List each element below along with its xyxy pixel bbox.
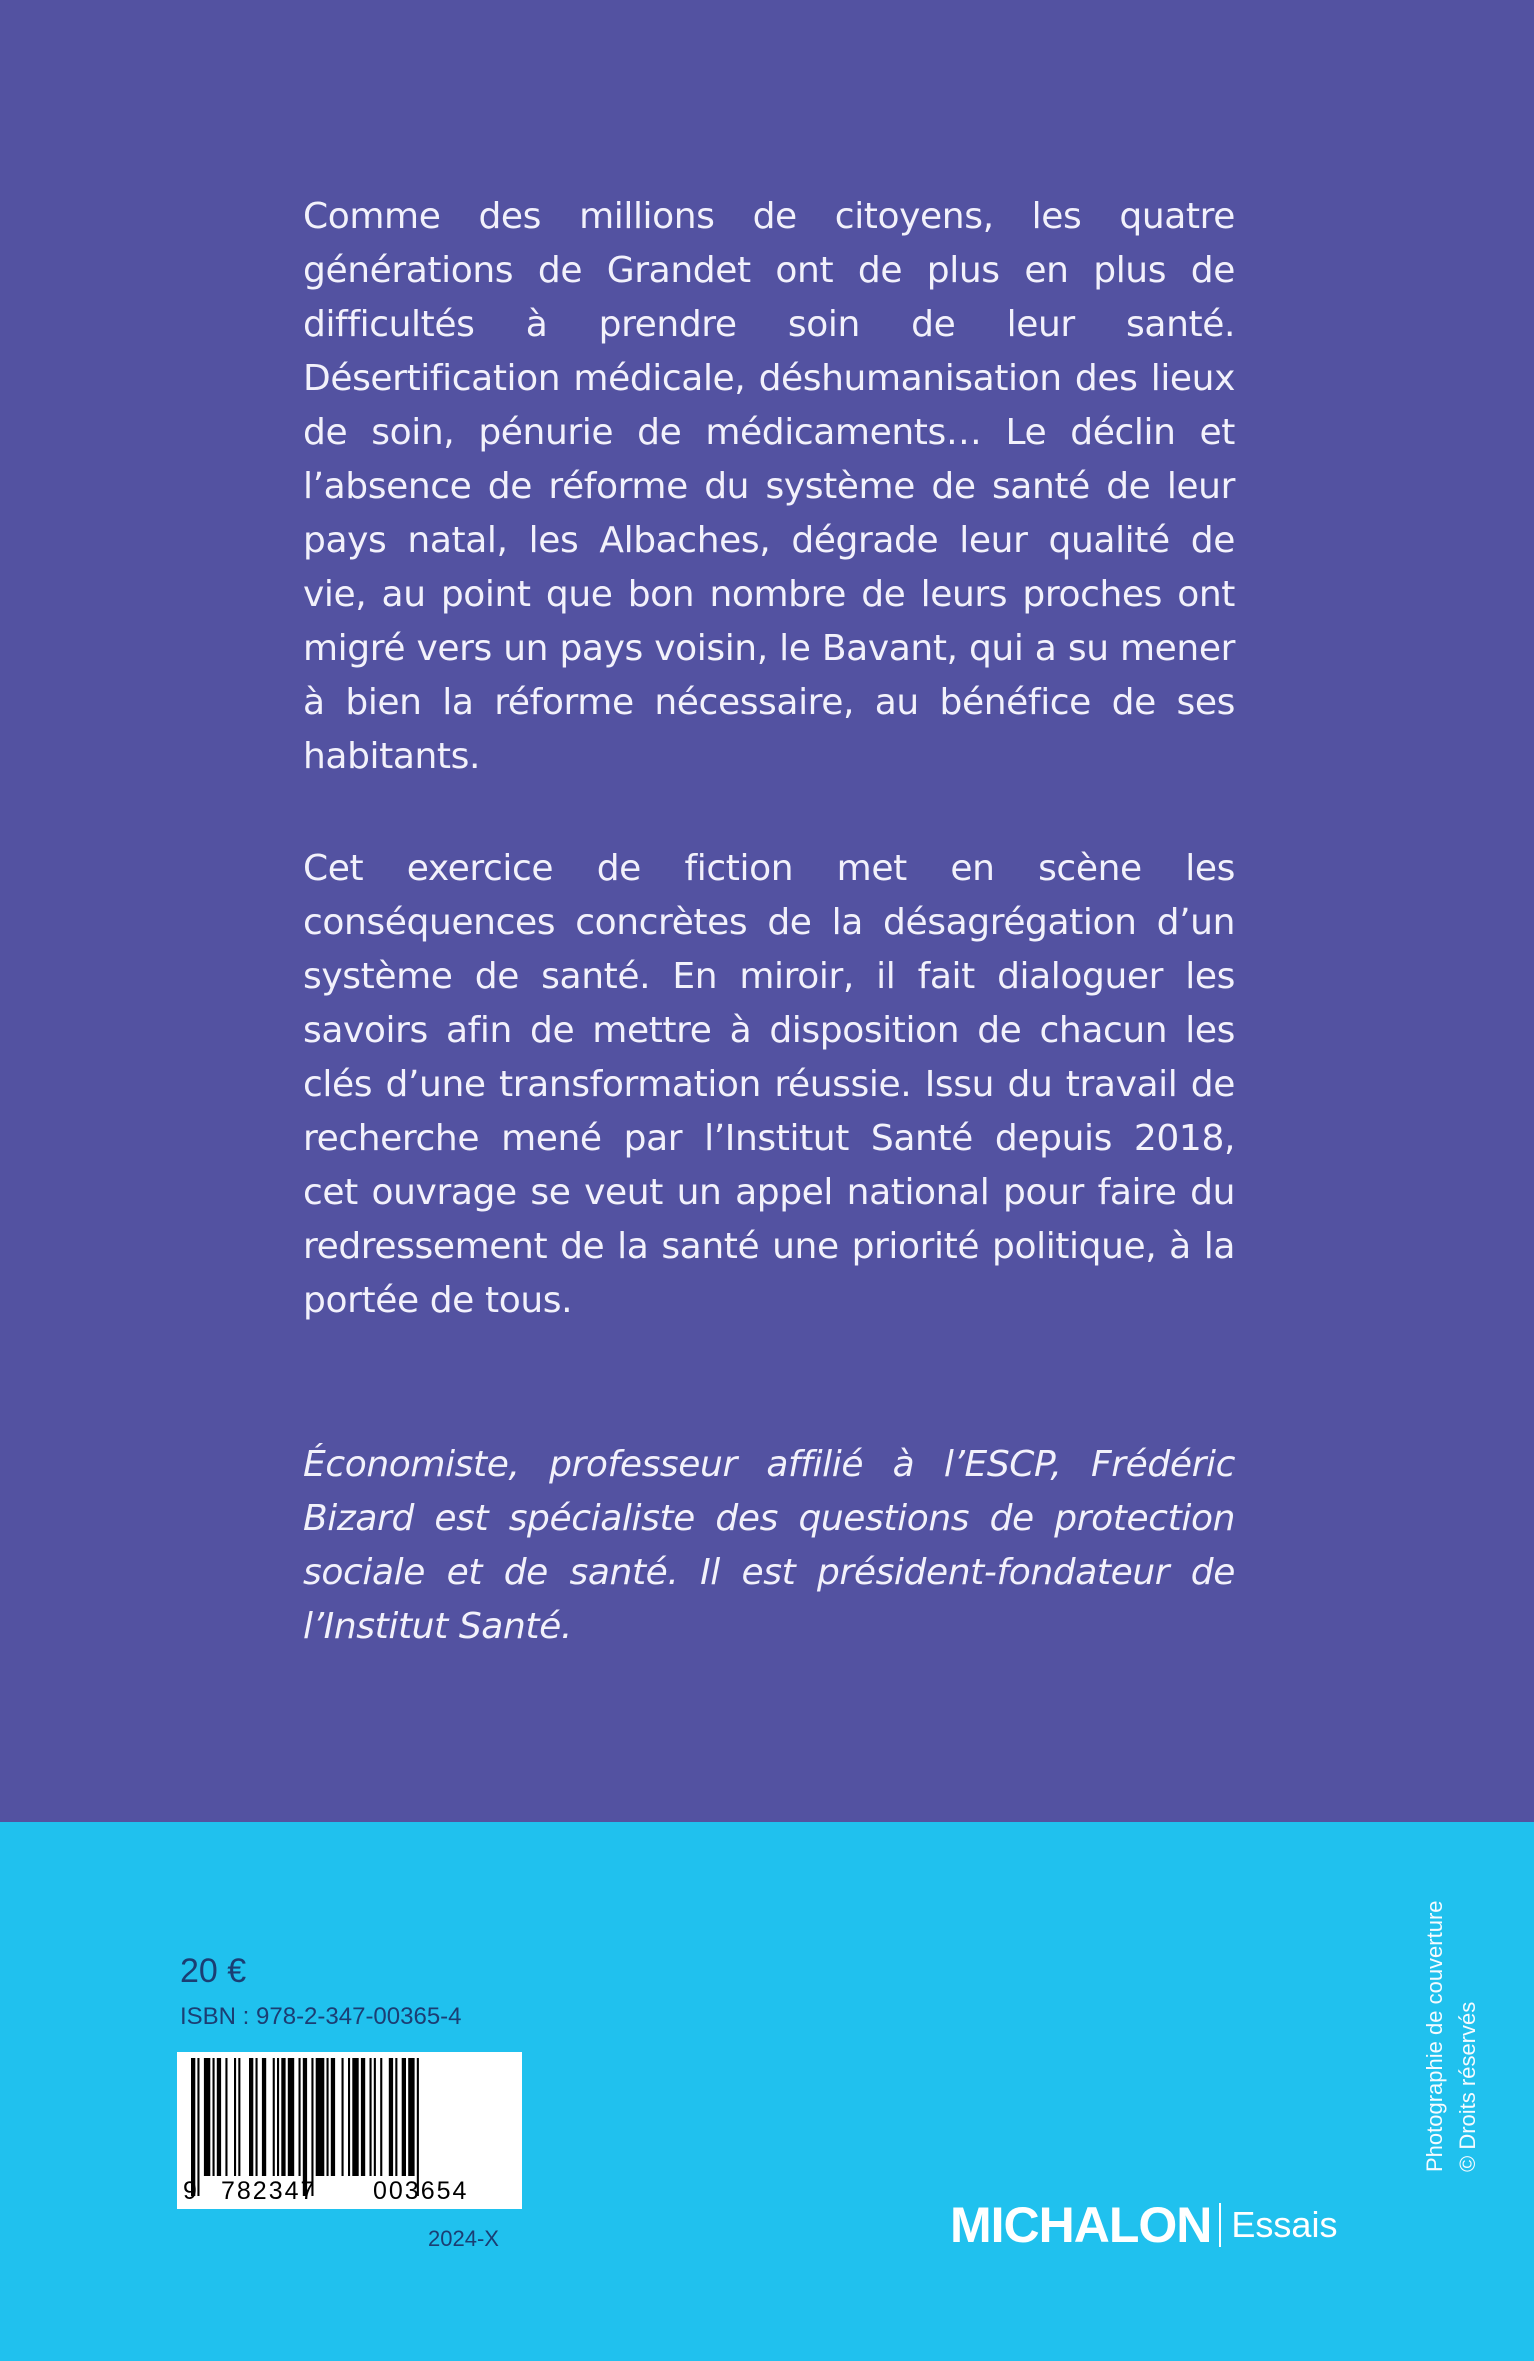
barcode-digits [177,2173,522,2209]
photo-credit-line-2: © Droits réservés [1455,2001,1480,2172]
isbn: ISBN : 978-2-347-00365-4 [180,2003,462,2030]
barcode-digit-first: 9 [183,2177,197,2205]
barcode-digits-left: 782347 [221,2177,317,2205]
blurb-paragraph-2: Cet exercice de fiction met en scène les conséquences concrètes de la désagrégation d’un système de santé. En miroir, il fait dialoguer les savoirs afin de mettre à disposition de chacun les clés d’une transformation réussie. Issu du travail de recherche mené par l’Institut Santé depuis 2018, cet ouvrage se veut un appel national pour faire du redressement de la santé une priorité politique, à la portée de tous. [303,848,1235,1321]
publisher-name: MICHALON [950,2197,1212,2253]
publisher-logo [950,2195,1337,2255]
blurb-paragraph-1: Comme des millions de citoyens, les quatre générations de Grandet ont de plus en plus de difficultés à prendre soin de leur santé. Désertification médicale, déshumanisation des lieux de soin, pénurie de médicaments… Le déclin et l’absence de réforme du système de santé de leur pays natal, les Albaches, dégrade leur qualité de vie, au point que bon nombre de leurs proches ont migré vers un pays voisin, le Bavant, qui a su mener à bien la réforme nécessaire, au bénéfice de ses habitants. [303,196,1235,777]
photo-credit-line-1: Photographie de couverture [1422,1900,1447,2172]
barcode [177,2052,522,2209]
collection-name: Essais [1231,2204,1338,2245]
barcode-digits-right: 003654 [373,2177,469,2205]
photo-credit [1418,1900,1484,2172]
print-code: 2024-X [428,2226,499,2251]
publisher-separator [1219,2203,1221,2247]
author-bio: Économiste, professeur affilié à l’ESCP, Frédéric Bizard est spécialiste des questions de protection sociale et de santé. Il est président-fondateur de l’Institut Santé. [303,1444,1235,1647]
price: 20 € [180,1952,247,1990]
